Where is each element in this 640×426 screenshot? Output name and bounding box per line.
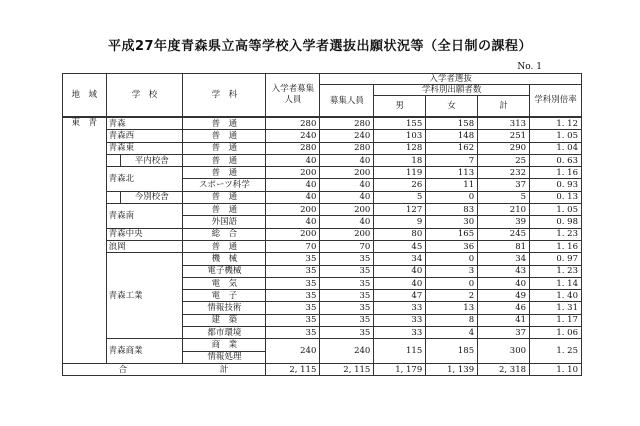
cell-r: 1. 04 xyxy=(530,142,582,154)
cell-cap: 70 xyxy=(266,240,320,252)
dept-name: 電 気 xyxy=(183,277,266,289)
dept-name: 普 通 xyxy=(183,142,266,154)
table-row xyxy=(63,204,582,216)
dept-name: 都市環境 xyxy=(183,327,266,339)
cell-t: 251 xyxy=(478,130,530,142)
commerce-recruit: 240 xyxy=(320,339,374,364)
cell-f: 8 xyxy=(426,314,478,326)
cell-recruit: 40 xyxy=(320,154,374,166)
dept-name: スポーツ科学 xyxy=(183,179,266,191)
table-row xyxy=(63,167,582,179)
cell-r: 0. 93 xyxy=(530,179,582,191)
indent-cell xyxy=(106,154,121,166)
cell-r: 1. 40 xyxy=(530,290,582,302)
cell-t: 41 xyxy=(478,314,530,326)
dept-name: 外国語 xyxy=(183,216,266,228)
cell-cap: 200 xyxy=(266,204,320,216)
cell-t: 49 xyxy=(478,290,530,302)
table-row xyxy=(63,191,582,203)
cell-t: 34 xyxy=(478,253,530,265)
cell-r: 0. 13 xyxy=(530,191,582,203)
cell-r: 1. 14 xyxy=(530,277,582,289)
cell-t: 210 xyxy=(478,204,530,216)
total-t: 2, 318 xyxy=(478,363,530,375)
cell-r: 1. 16 xyxy=(530,167,582,179)
school-name: 青森北 xyxy=(106,167,183,192)
cell-f: 30 xyxy=(426,216,478,228)
school-name: 青森 xyxy=(106,117,183,130)
commerce-m: 115 xyxy=(374,339,426,364)
cell-f: 3 xyxy=(426,265,478,277)
school-name: 青森工業 xyxy=(106,253,183,339)
cell-f: 0 xyxy=(426,191,478,203)
cell-t: 46 xyxy=(478,302,530,314)
cell-cap: 280 xyxy=(266,142,320,154)
cell-recruit: 40 xyxy=(320,191,374,203)
header-total: 計 xyxy=(478,96,530,118)
cell-r: 0. 63 xyxy=(530,154,582,166)
cell-r: 0. 97 xyxy=(530,253,582,265)
cell-f: 83 xyxy=(426,204,478,216)
cell-m: 26 xyxy=(374,179,426,191)
cell-t: 232 xyxy=(478,167,530,179)
dept-name: 商 業 xyxy=(183,339,266,351)
cell-m: 127 xyxy=(374,204,426,216)
region-cell: 東 青 xyxy=(63,117,107,363)
cell-recruit: 35 xyxy=(320,253,374,265)
cell-t: 43 xyxy=(478,265,530,277)
dept-name: 普 通 xyxy=(183,204,266,216)
page-title: 平成27年度青森県立高等学校入学者選抜出願状況等（全日制の課程） xyxy=(107,39,533,54)
cell-m: 80 xyxy=(374,228,426,240)
table-row xyxy=(63,240,582,252)
cell-r: 1. 05 xyxy=(530,204,582,216)
cell-cap: 35 xyxy=(266,302,320,314)
table-row xyxy=(63,142,582,154)
cell-m: 47 xyxy=(374,290,426,302)
total-m: 1, 179 xyxy=(374,363,426,375)
dept-name: 電子機械 xyxy=(183,265,266,277)
total-recruit: 2, 115 xyxy=(320,363,374,375)
table-row xyxy=(63,117,582,130)
header-female: 女 xyxy=(426,96,478,118)
cell-r: 1. 31 xyxy=(530,302,582,314)
cell-m: 33 xyxy=(374,302,426,314)
cell-r: 1. 17 xyxy=(530,314,582,326)
commerce-t: 300 xyxy=(478,339,530,364)
cell-cap: 40 xyxy=(266,179,320,191)
cell-t: 37 xyxy=(478,327,530,339)
dept-name: 普 通 xyxy=(183,240,266,252)
cell-t: 81 xyxy=(478,240,530,252)
header-applicants: 学科別出願者数 xyxy=(374,85,530,96)
cell-recruit: 35 xyxy=(320,290,374,302)
cell-cap: 200 xyxy=(266,228,320,240)
school-name: 青森中央 xyxy=(106,228,183,240)
cell-f: 165 xyxy=(426,228,478,240)
cell-f: 148 xyxy=(426,130,478,142)
cell-f: 162 xyxy=(426,142,478,154)
school-name: 青森南 xyxy=(106,204,183,229)
cell-m: 33 xyxy=(374,327,426,339)
cell-cap: 35 xyxy=(266,265,320,277)
cell-f: 4 xyxy=(426,327,478,339)
cell-r: 1. 05 xyxy=(530,130,582,142)
total-r: 1. 10 xyxy=(530,363,582,375)
cell-recruit: 35 xyxy=(320,302,374,314)
table-row xyxy=(63,228,582,240)
cell-cap: 35 xyxy=(266,327,320,339)
cell-f: 0 xyxy=(426,277,478,289)
cell-recruit: 240 xyxy=(320,130,374,142)
cell-r: 1. 12 xyxy=(530,117,582,130)
cell-m: 119 xyxy=(374,167,426,179)
header-recruit: 募集人員 xyxy=(320,85,374,118)
cell-m: 5 xyxy=(374,191,426,203)
cell-recruit: 35 xyxy=(320,277,374,289)
cell-recruit: 40 xyxy=(320,216,374,228)
cell-cap: 40 xyxy=(266,191,320,203)
dept-name: 普 通 xyxy=(183,154,266,166)
cell-cap: 35 xyxy=(266,277,320,289)
cell-t: 245 xyxy=(478,228,530,240)
indent-cell xyxy=(106,191,121,203)
cell-f: 7 xyxy=(426,154,478,166)
header-male: 男 xyxy=(374,96,426,118)
header-region: 地 域 xyxy=(63,74,107,118)
dept-name: 情報技術 xyxy=(183,302,266,314)
commerce-f: 185 xyxy=(426,339,478,364)
cell-m: 155 xyxy=(374,117,426,130)
header-school: 学 校 xyxy=(106,74,183,118)
cell-t: 37 xyxy=(478,179,530,191)
table-row xyxy=(63,339,582,351)
cell-recruit: 200 xyxy=(320,228,374,240)
school-name: 青森東 xyxy=(106,142,183,154)
cell-recruit: 280 xyxy=(320,142,374,154)
school-name: 平内校舎 xyxy=(121,154,183,166)
total-label-right: 計 xyxy=(183,363,266,375)
cell-recruit: 40 xyxy=(320,179,374,191)
cell-recruit: 70 xyxy=(320,240,374,252)
cell-m: 128 xyxy=(374,142,426,154)
dept-name: 普 通 xyxy=(183,117,266,130)
cell-f: 11 xyxy=(426,179,478,191)
table-row xyxy=(63,253,582,265)
header-capacity: 入学者募集人員 xyxy=(266,74,320,118)
cell-f: 13 xyxy=(426,302,478,314)
school-name: 今別校舎 xyxy=(121,191,183,203)
header-selection: 入学者選抜 xyxy=(320,74,582,85)
table-row xyxy=(63,154,582,166)
dept-name: 普 通 xyxy=(183,130,266,142)
cell-recruit: 200 xyxy=(320,204,374,216)
cell-m: 40 xyxy=(374,265,426,277)
table-row xyxy=(63,130,582,142)
dept-name: 建 築 xyxy=(183,314,266,326)
dept-name: 電 子 xyxy=(183,290,266,302)
header-dept: 学 科 xyxy=(183,74,266,118)
header-ratio: 学科別倍率 xyxy=(530,85,582,118)
application-status-table xyxy=(62,73,582,376)
cell-t: 5 xyxy=(478,191,530,203)
total-f: 1, 139 xyxy=(426,363,478,375)
cell-recruit: 35 xyxy=(320,265,374,277)
cell-cap: 40 xyxy=(266,154,320,166)
cell-m: 34 xyxy=(374,253,426,265)
cell-f: 0 xyxy=(426,253,478,265)
cell-t: 290 xyxy=(478,142,530,154)
total-cap: 2, 115 xyxy=(266,363,320,375)
cell-m: 40 xyxy=(374,277,426,289)
cell-m: 9 xyxy=(374,216,426,228)
cell-cap: 200 xyxy=(266,167,320,179)
cell-recruit: 35 xyxy=(320,314,374,326)
cell-f: 113 xyxy=(426,167,478,179)
dept-name: 情報処理 xyxy=(183,351,266,363)
commerce-r: 1. 25 xyxy=(530,339,582,364)
cell-r: 1. 23 xyxy=(530,228,582,240)
cell-cap: 35 xyxy=(266,290,320,302)
cell-cap: 40 xyxy=(266,216,320,228)
dept-name: 普 通 xyxy=(183,191,266,203)
cell-t: 313 xyxy=(478,117,530,130)
school-name: 浪岡 xyxy=(106,240,183,252)
cell-f: 2 xyxy=(426,290,478,302)
cell-cap: 35 xyxy=(266,314,320,326)
cell-r: 0. 98 xyxy=(530,216,582,228)
cell-r: 1. 06 xyxy=(530,327,582,339)
dept-name: 機 械 xyxy=(183,253,266,265)
cell-cap: 280 xyxy=(266,117,320,130)
cell-m: 33 xyxy=(374,314,426,326)
dept-name: 総 合 xyxy=(183,228,266,240)
cell-recruit: 280 xyxy=(320,117,374,130)
cell-t: 25 xyxy=(478,154,530,166)
cell-recruit: 200 xyxy=(320,167,374,179)
cell-r: 1. 16 xyxy=(530,240,582,252)
cell-t: 40 xyxy=(478,277,530,289)
total-row xyxy=(63,363,582,375)
cell-f: 158 xyxy=(426,117,478,130)
page-number: No. 1 xyxy=(517,62,542,72)
school-name: 青森商業 xyxy=(106,339,183,364)
dept-name: 普 通 xyxy=(183,167,266,179)
cell-f: 36 xyxy=(426,240,478,252)
cell-m: 103 xyxy=(374,130,426,142)
cell-recruit: 35 xyxy=(320,327,374,339)
cell-m: 45 xyxy=(374,240,426,252)
cell-m: 18 xyxy=(374,154,426,166)
commerce-cap: 240 xyxy=(266,339,320,364)
school-name: 青森西 xyxy=(106,130,183,142)
cell-cap: 35 xyxy=(266,253,320,265)
total-label-left: 合 xyxy=(63,363,183,375)
cell-r: 1. 23 xyxy=(530,265,582,277)
cell-cap: 240 xyxy=(266,130,320,142)
cell-t: 39 xyxy=(478,216,530,228)
